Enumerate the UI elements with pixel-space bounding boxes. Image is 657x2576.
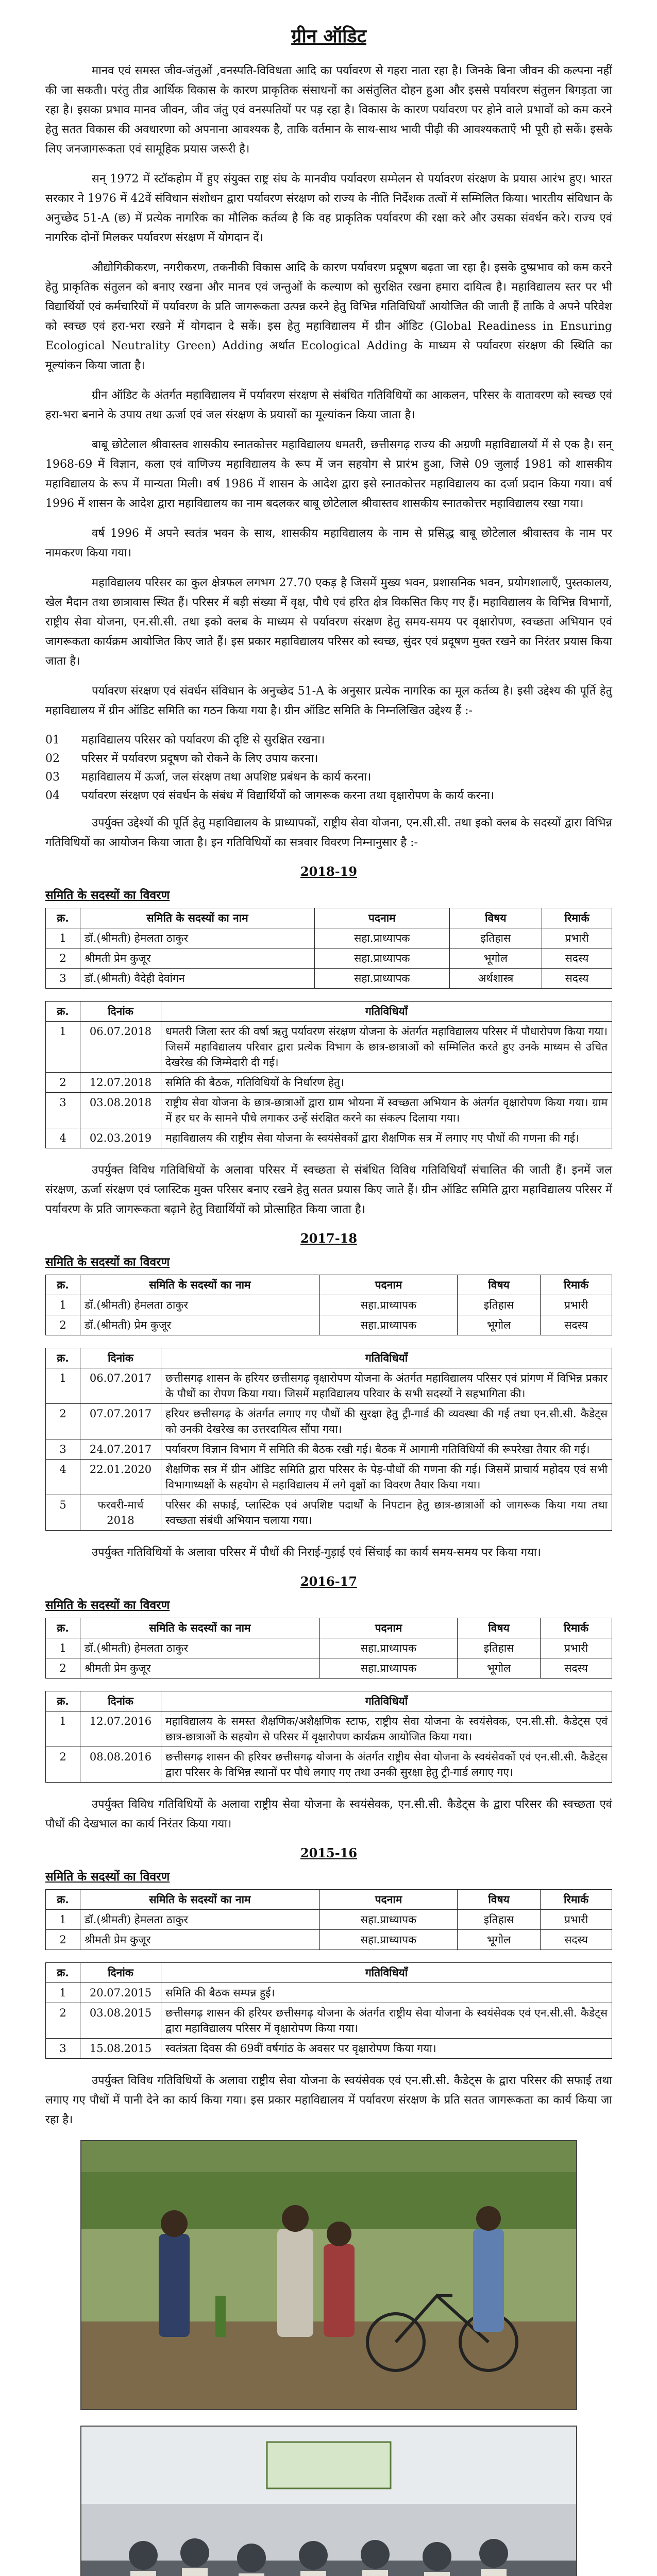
table-row — [46, 948, 612, 969]
table-row — [46, 1404, 612, 1439]
column-header: क्र. — [46, 908, 80, 928]
table-cell: 08.08.2016 — [80, 1747, 161, 1783]
table-cell: 3 — [46, 969, 80, 989]
column-header: क्र. — [46, 1618, 80, 1638]
table-cell: 2 — [46, 948, 80, 969]
table-cell: समिति की बैठक सम्पन्न हुई। — [161, 1983, 612, 2003]
table-cell: डॉ.(श्रीमती) हेमलता ठाकुर — [80, 928, 315, 948]
table-row — [46, 1093, 612, 1128]
column-header: दिनांक — [80, 1691, 161, 1711]
objective-number: 04 — [45, 789, 60, 802]
table-cell: 1 — [46, 928, 80, 948]
table-cell: इतिहास — [458, 1638, 541, 1658]
table-cell: सहा.प्राध्यापक — [319, 1315, 457, 1335]
column-header: समिति के सदस्यों का नाम — [80, 1618, 320, 1638]
table-cell: सहा.प्राध्यापक — [319, 1295, 457, 1315]
table-cell: 4 — [46, 1128, 80, 1148]
table-cell: सहा.प्राध्यापक — [319, 1930, 457, 1950]
column-header: गतिविधियाँ — [161, 1002, 612, 1022]
members-table — [45, 908, 612, 989]
table-cell: सदस्य — [541, 1315, 612, 1335]
column-header: विषय — [449, 908, 542, 928]
table-row — [46, 1658, 612, 1679]
column-header: रिमार्क — [541, 1618, 612, 1638]
objective-number: 02 — [45, 752, 60, 765]
column-header: समिति के सदस्यों का नाम — [80, 1275, 320, 1295]
table-cell: डॉ.(श्रीमती) हेमलता ठाकुर — [80, 1638, 320, 1658]
table-cell: 3 — [46, 2039, 80, 2059]
photo-illustration — [81, 2141, 576, 2409]
table-header-row — [46, 1275, 612, 1295]
table-cell: 22.01.2020 — [80, 1460, 161, 1495]
table-cell: प्रभारी — [542, 928, 612, 948]
session-year-heading: 2016-17 — [300, 1574, 358, 1589]
table-row — [46, 928, 612, 948]
members-table — [45, 1275, 612, 1335]
column-header: क्र. — [46, 1963, 80, 1983]
session-block — [45, 864, 612, 1219]
table-cell: सदस्य — [542, 948, 612, 969]
table-header-row — [46, 1348, 612, 1368]
table-cell: 24.07.2017 — [80, 1439, 161, 1460]
intro-paragraph: पर्यावरण संरक्षण एवं संवर्धन संविधान के अनुच्छेद 51-A के अनुसार प्रत्येक नागरिक का मूल कर्तव्य है। इसी उद्देश्य की पूर्ति हेतु महाविद्यालय में ग्रीन ऑडिट समिति का गठन किया गया है। ग्रीन ऑडिट समिति के निम्नलिखित उद्देश्य हैं :- — [45, 685, 612, 717]
table-cell: डॉ.(श्रीमती) हेमलता ठाकुर — [80, 1910, 320, 1930]
table-cell: इतिहास — [449, 928, 542, 948]
table-cell: छत्तीसगढ़ शासन की हरियर छत्तीसगढ़ योजना के अंतर्गत राष्ट्रीय सेवा योजना के स्वयंसेवकों एवं एन.सी.सी. कैडेट्स द्वारा परिसर के विभिन्न स्थानों पर पौधे लगाए गए तथा उनकी सुरक्षा हेतु ट्री-गार्ड लगाए गए। — [161, 1747, 612, 1783]
column-header: रिमार्क — [542, 908, 612, 928]
table-cell: 2 — [46, 1658, 80, 1679]
table-cell: 02.03.2019 — [80, 1128, 161, 1148]
table-cell: 1 — [46, 1368, 80, 1404]
objective-item — [45, 787, 612, 805]
members-heading: समिति के सदस्यों का विवरण — [45, 1598, 170, 1612]
table-cell: 1 — [46, 1638, 80, 1658]
column-header: क्र. — [46, 1890, 80, 1910]
column-header: विषय — [458, 1890, 541, 1910]
sessions-container — [45, 864, 612, 2130]
column-header: विषय — [458, 1618, 541, 1638]
table-cell: 2 — [46, 1930, 80, 1950]
table-row — [46, 1315, 612, 1335]
objective-text: महाविद्यालय में ऊर्जा, जल संरक्षण तथा अपशिष्ट प्रबंधन के कार्य करना। — [81, 771, 372, 784]
table-cell: फरवरी-मार्च 2018 — [80, 1495, 161, 1531]
table-cell: भूगोल — [449, 948, 542, 969]
intro-paragraph: बाबू छोटेलाल श्रीवास्तव शासकीय स्नातकोत्तर महाविद्यालय धमतरी, छत्तीसगढ़ राज्य की अग्रणी महाविद्यालयों में से एक है। सन् 1968-69 में विज्ञान, कला एवं वाणिज्य महाविद्यालय के रूप में जन सहयोग से प्रारंभ हुआ, जिसे 09 जुलाई 1981 को शासकीय महाविद्यालय के रूप में मान्यता मिली। वर्ष 1986 में शासन के आदेश द्वारा इसे स्नातकोत्तर महाविद्यालय का दर्जा प्रदान किया गया। वर्ष 1996 में शासन के आदेश द्वारा महाविद्यालय का नाम बदलकर बाबू छोटेलाल श्रीवास्तव शासकीय स्नातकोत्तर महाविद्यालय रखा गया। — [45, 438, 612, 510]
column-header: दिनांक — [80, 1348, 161, 1368]
table-cell: स्वतंत्रता दिवस की 69वीं वर्षगांठ के अवसर पर वृक्षारोपण किया गया। — [161, 2039, 612, 2059]
activities-table — [45, 1348, 612, 1531]
column-header: समिति के सदस्यों का नाम — [80, 1890, 320, 1910]
intro-paragraph: औद्योगिकीकरण, नगरीकरण, तकनीकी विकास आदि के कारण पर्यावरण प्रदूषण बढ़ता जा रहा है। इसके दुष्प्रभाव को कम करने हेतु प्राकृतिक संतुलन को बनाए रखना और मानव एवं जन्तुओं के कल्याण को सुरक्षित रखना हमारा दायित्व है। महाविद्यालय स्तर पर भी विद्यार्थियों एवं कर्मचारियों में पर्यावरण के प्रति जागरूकता उत्पन्न करने हेतु विभिन्न गतिविधियाँ आयोजित की जाती हैं ताकि वे अपने परिवेश को स्वच्छ एवं हरा-भरा रखने में योगदान दे सकें। इस हेतु महाविद्यालय में ग्रीन ऑडिट (Global Readiness in Ensuring Ecological Neutrality Green) Adding अर्थात Ecological Adding के माध्यम से पर्यावरण संरक्षण की स्थिति का मूल्यांकन किया जाता है। — [45, 261, 612, 372]
session-block — [45, 1574, 612, 1834]
table-cell: सहा.प्राध्यापक — [315, 928, 450, 948]
table-row — [46, 1930, 612, 1950]
intro-paragraph: ग्रीन ऑडिट के अंतर्गत महाविद्यालय में पर्यावरण संरक्षण से संबंधित गतिविधियों का आकलन, परिसर के वातावरण को स्वच्छ एवं हरा-भरा बनाने के उपाय तथा ऊर्जा एवं जल संरक्षण के प्रयासों का मूल्यांकन किया जाता है। — [45, 389, 612, 421]
table-cell: प्रभारी — [541, 1910, 612, 1930]
session-year-heading: 2017-18 — [300, 1231, 358, 1246]
column-header: पदनाम — [319, 1890, 457, 1910]
objective-text: महाविद्यालय परिसर को पर्यावरण की दृष्टि से सुरक्षित रखना। — [81, 734, 325, 747]
table-cell: 12.07.2016 — [80, 1711, 161, 1747]
table-cell: राष्ट्रीय सेवा योजना के छात्र-छात्राओं द्वारा ग्राम भोयना में स्वच्छता अभियान के अंतर्गत वृक्षारोपण किया गया। ग्राम में हर घर के सामने पौधे लगाकर उन्हें संरक्षित करने का संकल्प दिलाया गया। — [161, 1093, 612, 1128]
table-cell: सदस्य — [541, 1930, 612, 1950]
activities-table — [45, 1962, 612, 2059]
table-row — [46, 1295, 612, 1315]
table-cell: 1 — [46, 1711, 80, 1747]
table-cell: 07.07.2017 — [80, 1404, 161, 1439]
column-header: विषय — [458, 1275, 541, 1295]
table-cell: भूगोल — [458, 1315, 541, 1335]
table-cell: 12.07.2018 — [80, 1073, 161, 1093]
table-row — [46, 1910, 612, 1930]
table-header-row — [46, 1963, 612, 1983]
table-cell: डॉ.(श्रीमती) प्रेम कुजूर — [80, 1315, 320, 1335]
objective-item — [45, 768, 612, 787]
column-header: क्र. — [46, 1348, 80, 1368]
column-header: क्र. — [46, 1691, 80, 1711]
session-block — [45, 1231, 612, 1563]
table-header-row — [46, 1890, 612, 1910]
members-heading: समिति के सदस्यों का विवरण — [45, 1255, 170, 1269]
table-cell: सदस्य — [541, 1658, 612, 1679]
session-closing-text: उपर्युक्त गतिविधियों के अलावा परिसर में पौधों की निराई-गुड़ाई एवं सिंचाई का कार्य समय-समय पर किया गया। — [92, 1546, 541, 1559]
table-cell: छत्तीसगढ़ शासन की हरियर छत्तीसगढ़ योजना के अंतर्गत राष्ट्रीय सेवा योजना के स्वयंसेवक एवं एन.सी.सी. कैडेट्स द्वारा महाविद्यालय परिसर में वृक्षारोपण किया गया। — [161, 2003, 612, 2039]
members-heading: समिति के सदस्यों का विवरण — [45, 1870, 170, 1884]
members-table — [45, 1618, 612, 1679]
table-cell: 1 — [46, 1983, 80, 2003]
photo-classroom-meeting — [80, 2426, 577, 2576]
activities-table — [45, 1691, 612, 1783]
column-header: रिमार्क — [541, 1275, 612, 1295]
table-cell: 2 — [46, 1747, 80, 1783]
table-cell: महाविद्यालय की राष्ट्रीय सेवा योजना के स्वयंसेवकों द्वारा शैक्षणिक सत्र में लगाए गए पौधों की गणना की गई। — [161, 1128, 612, 1148]
table-row — [46, 1022, 612, 1073]
column-header: दिनांक — [80, 1002, 161, 1022]
table-cell: 1 — [46, 1022, 80, 1073]
table-header-row — [46, 1691, 612, 1711]
table-row — [46, 1073, 612, 1093]
table-row — [46, 1711, 612, 1747]
session-closing-text: उपर्युक्त विविध गतिविधियों के अलावा परिसर में स्वच्छता से संबंधित विविध गतिविधियाँ संचालित की जाती हैं। इनमें जल संरक्षण, ऊर्जा संरक्षण एवं प्लास्टिक मुक्त परिसर बनाए रखने हेतु सतत प्रयास किए जाते हैं। ग्रीन ऑडिट समिति द्वारा महाविद्यालय परिसर में पर्यावरण के प्रति जागरूकता बढ़ाने हेतु विद्यार्थियों को प्रोत्साहित किया जाता है। — [45, 1164, 612, 1216]
table-row — [46, 1747, 612, 1783]
table-cell: परिसर की सफाई, प्लास्टिक एवं अपशिष्ट पदार्थों के निपटान हेतु छात्र-छात्राओं को जागरूक किया गया तथा स्वच्छता संबंधी अभियान चलाया गया। — [161, 1495, 612, 1531]
table-header-row — [46, 1002, 612, 1022]
table-cell: 06.07.2017 — [80, 1368, 161, 1404]
table-cell: 3 — [46, 1439, 80, 1460]
intro-paragraph: सन् 1972 में स्टॉकहोम में हुए संयुक्त राष्ट्र संघ के मानवीय पर्यावरण सम्मेलन से पर्यावरण संरक्षण के प्रयास आरंभ हुए। भारत सरकार ने 1976 में 42वें संविधान संशोधन द्वारा पर्यावरण संरक्षण को राज्य के नीति निर्देशक तत्वों में सम्मिलित किया। भारतीय संविधान के अनुच्छेद 51-A (छ) में प्रत्येक नागरिक का मौलिक कर्तव्य है कि वह प्राकृतिक पर्यावरण की रक्षा करे और उसका संवर्धन करे। राज्य एवं नागरिक दोनों मिलकर पर्यावरण संरक्षण में योगदान दें। — [45, 173, 612, 244]
table-cell: सदस्य — [542, 969, 612, 989]
table-cell: 1 — [46, 1295, 80, 1315]
table-cell: 03.08.2015 — [80, 2003, 161, 2039]
table-row — [46, 969, 612, 989]
session-closing-text: उपर्युक्त विविध गतिविधियों के अलावा राष्ट्रीय सेवा योजना के स्वयंसेवक एवं एन.सी.सी. कैडेट्स के द्वारा परिसर की सफाई तथा लगाए गए पौधों में पानी देने का कार्य किया गया। इस प्रकार महाविद्यालय में पर्यावरण संरक्षण के प्रति सतत जागरूकता का कार्य किया जा रहा है। — [45, 2074, 612, 2126]
table-row — [46, 1368, 612, 1404]
session-closing-text: उपर्युक्त विविध गतिविधियों के अलावा राष्ट्रीय सेवा योजना के स्वयंसेवक, एन.सी.सी. कैडेट्स के द्वारा परिसर की स्वच्छता एवं पौधों की देखभाल का कार्य निरंतर किया गया। — [45, 1798, 612, 1831]
table-cell: 4 — [46, 1460, 80, 1495]
objective-item — [45, 731, 612, 750]
table-cell: महाविद्यालय के समस्त शैक्षणिक/अशैक्षणिक स्टाफ, राष्ट्रीय सेवा योजना के स्वयंसेवक, एन.सी.सी. कैडेट्स एवं छात्र-छात्राओं के सहयोग से परिसर में वृक्षारोपण कार्यक्रम आयोजित किया गया। — [161, 1711, 612, 1747]
table-cell: श्रीमती प्रेम कुजूर — [80, 948, 315, 969]
members-table — [45, 1889, 612, 1950]
table-row — [46, 1128, 612, 1148]
table-cell: सहा.प्राध्यापक — [315, 948, 450, 969]
table-row — [46, 1638, 612, 1658]
page-title: ग्रीन ऑडिट — [291, 25, 366, 47]
table-cell: प्रभारी — [541, 1638, 612, 1658]
table-row — [46, 1439, 612, 1460]
table-cell: सहा.प्राध्यापक — [319, 1910, 457, 1930]
table-cell: 15.08.2015 — [80, 2039, 161, 2059]
column-header: क्र. — [46, 1002, 80, 1022]
table-cell: सहा.प्राध्यापक — [319, 1638, 457, 1658]
column-header: रिमार्क — [541, 1890, 612, 1910]
table-row — [46, 1460, 612, 1495]
photo-tree-plantation — [80, 2140, 577, 2410]
session-block — [45, 1845, 612, 2130]
table-cell: इतिहास — [458, 1295, 541, 1315]
intro-paragraph: महाविद्यालय परिसर का कुल क्षेत्रफल लगभग 27.70 एकड़ है जिसमें मुख्य भवन, प्रशासनिक भवन, प्रयोगशालाएँ, पुस्तकालय, खेल मैदान तथा छात्रावास स्थित हैं। परिसर में बड़ी संख्या में वृक्ष, पौधे एवं हरित क्षेत्र विकसित किए गए हैं। महाविद्यालय के विभिन्न विभागों, राष्ट्रीय सेवा योजना, एन.सी.सी. तथा इको क्लब के माध्यम से पर्यावरण संरक्षण हेतु समय-समय पर वृक्षारोपण, स्वच्छता अभियान एवं जागरूकता कार्यक्रम आयोजित किए जाते हैं। इस प्रकार महाविद्यालय परिसर को स्वच्छ, सुंदर एवं प्रदूषण मुक्त रखने का निरंतर प्रयास किया जाता है। — [45, 577, 612, 668]
photo-illustration — [81, 2427, 576, 2576]
table-cell: इतिहास — [458, 1910, 541, 1930]
session-year-heading: 2018-19 — [300, 864, 358, 879]
table-row — [46, 1983, 612, 2003]
table-cell: भूगोल — [458, 1930, 541, 1950]
table-cell: 06.07.2018 — [80, 1022, 161, 1073]
members-heading: समिति के सदस्यों का विवरण — [45, 888, 170, 902]
table-header-row — [46, 908, 612, 928]
column-header: पदनाम — [319, 1275, 457, 1295]
table-row — [46, 1495, 612, 1531]
table-cell: 2 — [46, 1404, 80, 1439]
table-row — [46, 2003, 612, 2039]
table-cell: शैक्षणिक सत्र में ग्रीन ऑडिट समिति द्वारा परिसर के पेड़-पौधों की गणना की गई। जिसमें प्राचार्य महोदय एवं सभी विभागाध्यक्षों के सहयोग से महाविद्यालय में लगे वृक्षों का विवरण तैयार किया गया। — [161, 1460, 612, 1495]
intro-paragraph: वर्ष 1996 में अपने स्वतंत्र भवन के साथ, शासकीय महाविद्यालय के नाम से प्रसिद्ध बाबू छोटेलाल श्रीवास्तव के नाम पर नामकरण किया गया। — [45, 527, 612, 560]
table-cell: 1 — [46, 1910, 80, 1930]
table-cell: 2 — [46, 1315, 80, 1335]
objective-text: परिसर में पर्यावरण प्रदूषण को रोकने के लिए उपाय करना। — [81, 752, 318, 765]
objective-text: पर्यावरण संरक्षण एवं संवर्धन के संबंध में विद्यार्थियों को जागरूक करना तथा वृक्षारोपण के कार्य करना। — [81, 789, 494, 802]
table-cell: 5 — [46, 1495, 80, 1531]
objective-number: 03 — [45, 771, 60, 784]
table-cell: श्रीमती प्रेम कुजूर — [80, 1658, 320, 1679]
committee-intro: उपर्युक्त उद्देश्यों की पूर्ति हेतु महाविद्यालय के प्राध्यापकों, राष्ट्रीय सेवा योजना, एन.सी.सी. तथा इको क्लब के सदस्यों द्वारा विभिन्न गतिविधियों का आयोजन किया जाता है। इन गतिविधियों का सत्रवार विवरण निम्नानुसार है :- — [45, 817, 612, 849]
table-cell: हरियर छत्तीसगढ़ के अंतर्गत लगाए गए पौधों की सुरक्षा हेतु ट्री-गार्ड की व्यवस्था की गई तथा एन.सी.सी. कैडेट्स को उनकी देखरेख का उत्तरदायित्व सौंपा गया। — [161, 1404, 612, 1439]
table-header-row — [46, 1618, 612, 1638]
column-header: दिनांक — [80, 1963, 161, 1983]
table-cell: श्रीमती प्रेम कुजूर — [80, 1930, 320, 1950]
column-header: समिति के सदस्यों का नाम — [80, 908, 315, 928]
column-header: पदनाम — [315, 908, 450, 928]
table-cell: समिति की बैठक, गतिविधियों के निर्धारण हेतु। — [161, 1073, 612, 1093]
table-cell: 3 — [46, 1093, 80, 1128]
table-cell: भूगोल — [458, 1658, 541, 1679]
activities-table — [45, 1001, 612, 1148]
table-cell: 2 — [46, 2003, 80, 2039]
objective-item — [45, 750, 612, 768]
table-cell: 03.08.2018 — [80, 1093, 161, 1128]
table-cell: सहा.प्राध्यापक — [319, 1658, 457, 1679]
intro-paragraph: मानव एवं समस्त जीव-जंतुओं ,वनस्पति-विविधता आदि का पर्यावरण से गहरा नाता रहा है। जिनके बिना जीवन की कल्पना नहीं की जा सकती। परंतु तीव्र आर्थिक विकास के कारण प्राकृतिक संसाधनों का असंतुलित दोहन हुआ और इससे पर्यावरण संतुलन बिगड़ता जा रहा है। इसका प्रभाव मानव जीवन, जीव जंतु एवं वनस्पतियों पर पड़ रहा है। विकास के कारण पर्यावरण पर होने वाले प्रभावों को कम करने हेतु सतत विकास की अवधारणा को अपनाना आवश्यक है, ताकि वर्तमान के साथ-साथ भावी पीढ़ी की आवश्यकताएँ भी पूरी हो सकें। इसके लिए जनजागरूकता एवं सामूहिक प्रयास जरूरी है। — [45, 64, 612, 156]
document-body — [45, 23, 612, 2576]
table-cell: अर्थशास्त्र — [449, 969, 542, 989]
column-header: गतिविधियाँ — [161, 1691, 612, 1711]
table-row — [46, 2039, 612, 2059]
column-header: गतिविधियाँ — [161, 1348, 612, 1368]
table-cell: डॉ.(श्रीमती) हेमलता ठाकुर — [80, 1295, 320, 1315]
table-cell: पर्यावरण विज्ञान विभाग में समिति की बैठक रखी गई। बैठक में आगामी गतिविधियों की रूपरेखा तैयार की गई। — [161, 1439, 612, 1460]
objective-number: 01 — [45, 734, 60, 747]
column-header: गतिविधियाँ — [161, 1963, 612, 1983]
column-header: पदनाम — [319, 1618, 457, 1638]
table-cell: सहा.प्राध्यापक — [315, 969, 450, 989]
table-cell: 2 — [46, 1073, 80, 1093]
table-cell: 20.07.2015 — [80, 1983, 161, 2003]
session-year-heading: 2015-16 — [300, 1845, 358, 1860]
column-header: क्र. — [46, 1275, 80, 1295]
table-cell: प्रभारी — [541, 1295, 612, 1315]
table-cell: धमतरी जिला स्तर की वर्षा ऋतु पर्यावरण संरक्षण योजना के अंतर्गत महाविद्यालय परिसर में पौधारोपण किया गया। जिसमें महाविद्यालय परिवार द्वारा प्रत्येक विभाग के छात्र-छात्राओं को सम्मिलित करते हुए उनके माध्यम से उचित देखरेख की जिम्मेदारी दी गई। — [161, 1022, 612, 1073]
table-cell: छत्तीसगढ़ शासन के हरियर छत्तीसगढ़ वृक्षारोपण योजना के अंतर्गत महाविद्यालय परिसर एवं प्रांगण में विभिन्न प्रकार के पौधों का रोपण किया गया। जिसमें महाविद्यालय परिवार के सभी सदस्यों ने सहभागिता की। — [161, 1368, 612, 1404]
objectives-list — [45, 731, 612, 805]
table-cell: डॉ.(श्रीमती) वैदेही देवांगन — [80, 969, 315, 989]
